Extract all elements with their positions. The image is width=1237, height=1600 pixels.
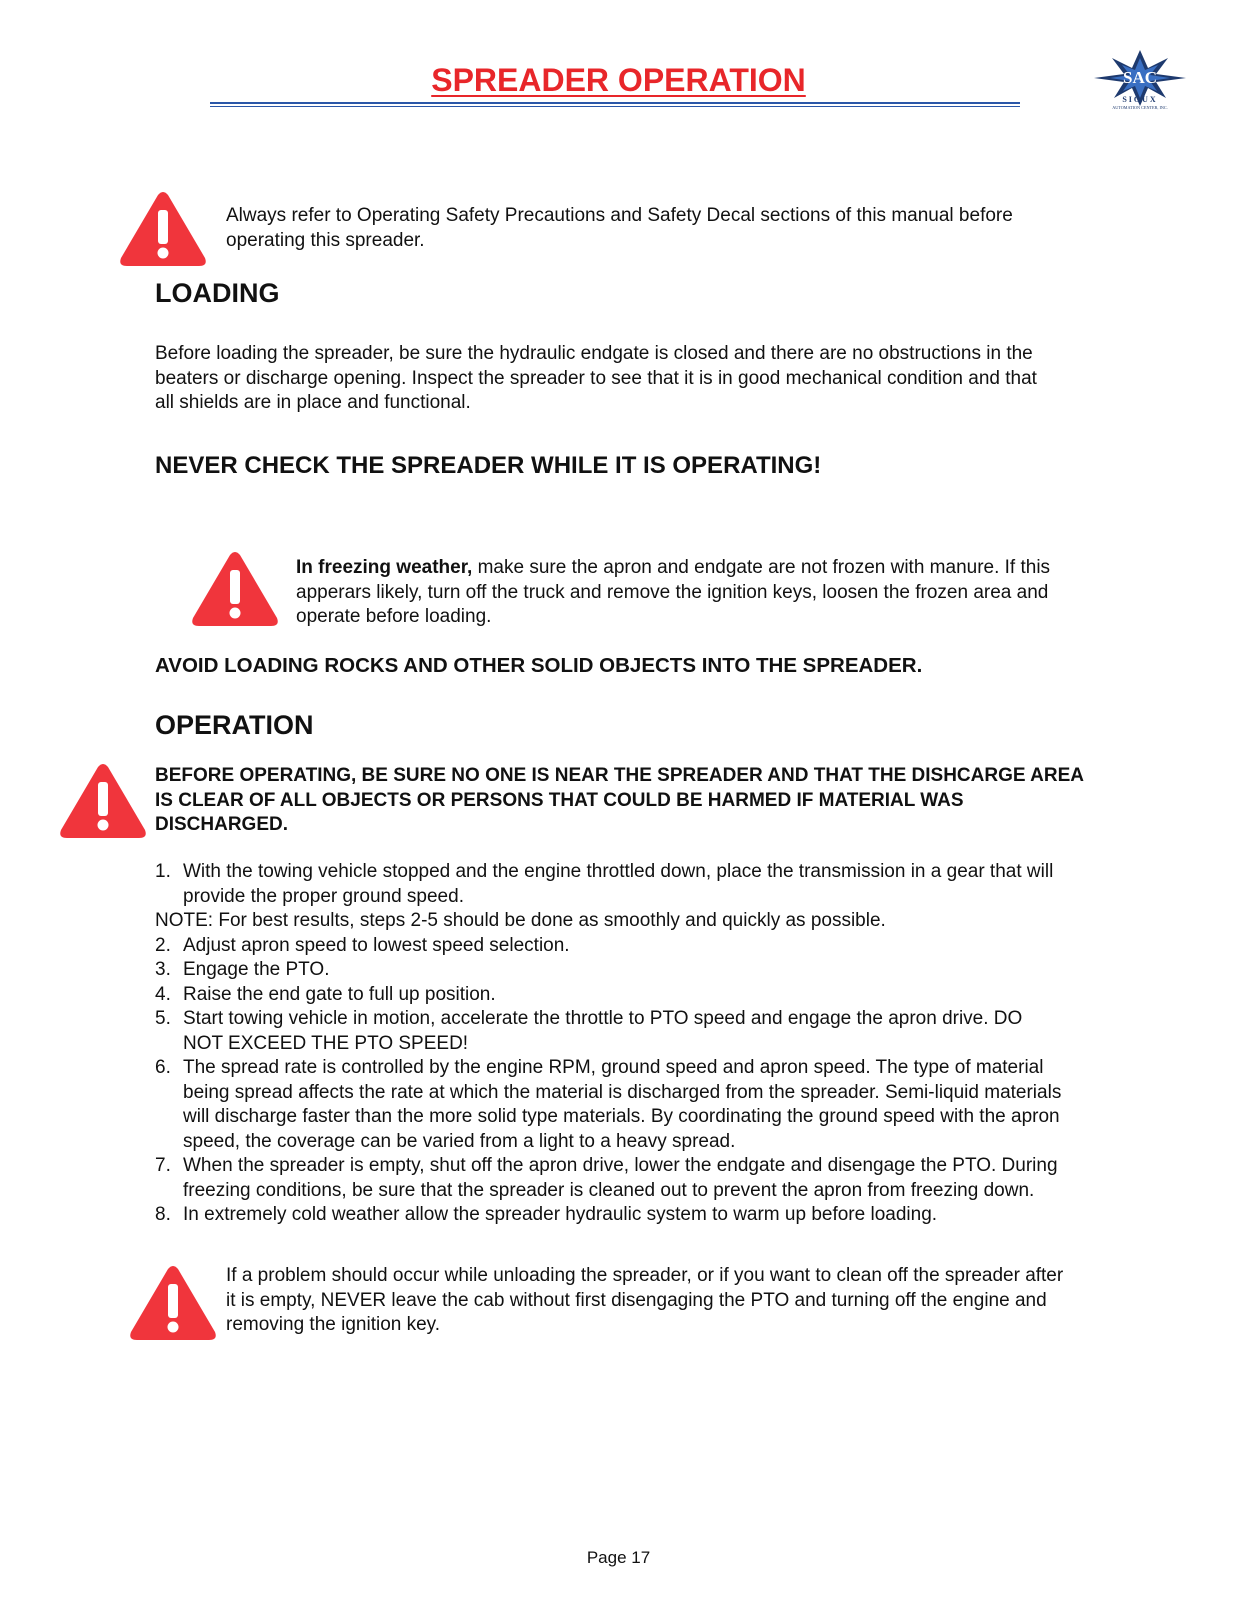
list-item bbox=[155, 1154, 1065, 1203]
list-item bbox=[155, 1007, 1065, 1056]
step-text: In extremely cold weather allow the spreader hydraulic system to warm up before loading. bbox=[183, 1204, 938, 1225]
before-operating-warning: BEFORE OPERATING, BE SURE NO ONE IS NEAR THE SPREADER AND THAT THE DISHCARGE AREA IS CLEAR OF ALL OBJECTS OR PERSONS THAT COULD BE HARMED IF MATERIAL WAS DISCHARGED. bbox=[155, 765, 1084, 835]
warning-triangle-icon bbox=[118, 190, 208, 268]
never-check-warning: NEVER CHECK THE SPREADER WHILE IT IS OPERATING! bbox=[155, 452, 822, 479]
logo-subtext: SIOUX bbox=[1122, 95, 1158, 104]
avoid-rocks-warning: AVOID LOADING ROCKS AND OTHER SOLID OBJECTS INTO THE SPREADER. bbox=[155, 654, 923, 677]
operation-steps bbox=[155, 860, 1065, 1228]
loading-heading: LOADING bbox=[155, 278, 280, 308]
list-item bbox=[155, 1056, 1065, 1154]
step-number: 6. bbox=[155, 1057, 171, 1078]
step-number: 3. bbox=[155, 959, 171, 980]
step-number: 1. bbox=[155, 861, 171, 882]
step-number: 5. bbox=[155, 1008, 171, 1029]
list-item bbox=[155, 958, 1065, 983]
step-number: 2. bbox=[155, 934, 171, 956]
step-text: Adjust apron speed to lowest speed selection. bbox=[183, 934, 570, 956]
freezing-weather-warning bbox=[296, 556, 1066, 630]
loading-paragraph: Before loading the spreader, be sure the hydraulic endgate is closed and there are no obstructions in the beaters or discharge opening. Inspect the spreader to see that it is in good mechanical condition and that all shields are in place and functional. bbox=[155, 343, 1037, 413]
step-number: 4. bbox=[155, 983, 171, 1005]
step-number: 7. bbox=[155, 1155, 171, 1176]
page-number: Page 17 bbox=[586, 1548, 651, 1567]
safety-reference-warning: Always refer to Operating Safety Precautions and Safety Decal sections of this manual before operating this spreader. bbox=[226, 205, 1013, 251]
warning-triangle-icon bbox=[128, 1264, 218, 1342]
step-text: When the spreader is empty, shut off the apron drive, lower the endgate and disengage the PTO. During freezing conditions, be sure that the spreader is cleaned out to prevent the apron from freezing down. bbox=[183, 1155, 1058, 1201]
list-item bbox=[155, 860, 1065, 909]
page-title: SPREADER OPERATION bbox=[431, 62, 806, 98]
freezing-weather-text: make sure the apron and endgate are not frozen with manure. If this apperars likely, turn off the truck and remove the ignition keys, loosen the frozen area and operate before loading. bbox=[296, 557, 1051, 627]
step-text: Raise the end gate to full up position. bbox=[183, 983, 496, 1005]
logo-text: SAC bbox=[1122, 68, 1158, 87]
step-text: Engage the PTO. bbox=[183, 959, 330, 980]
warning-triangle-icon bbox=[58, 762, 148, 840]
logo-tagline: AUTOMATION CENTER, INC. bbox=[1112, 105, 1168, 110]
step-number: 8. bbox=[155, 1204, 171, 1225]
step-text: With the towing vehicle stopped and the engine throttled down, place the transmission in a gear that will provide the proper ground speed. bbox=[183, 861, 1054, 907]
warning-triangle-icon bbox=[190, 550, 280, 628]
unloading-problem-warning: If a problem should occur while unloading the spreader, or if you want to clean off the spreader after it is empty, NEVER leave the cab without first disengaging the PTO and turning off the engine and removing the ignition key. bbox=[226, 1265, 1064, 1335]
freezing-weather-lead: In freezing weather, bbox=[296, 557, 473, 578]
list-item bbox=[155, 983, 1065, 1008]
operation-heading: OPERATION bbox=[155, 710, 314, 740]
step-text: Start towing vehicle in motion, accelerate the throttle to PTO speed and engage the apron drive. DO NOT EXCEED THE PTO SPEED! bbox=[183, 1008, 1023, 1054]
step-text: The spread rate is controlled by the engine RPM, ground speed and apron speed. The type of material being spread affects the rate at which the material is discharged from the spreader. Semi-liquid materials will discharge faster than the more solid type materials. By coordinating the ground speed with the apron speed, the coverage can be varied from a light to a heavy spread. bbox=[183, 1057, 1062, 1152]
steps-note: NOTE: For best results, steps 2-5 should be done as smoothly and quickly as possible. bbox=[155, 910, 886, 931]
company-logo bbox=[1092, 48, 1188, 112]
list-item bbox=[155, 1203, 1065, 1228]
list-item bbox=[155, 934, 1065, 959]
title-underline-rule bbox=[210, 102, 1020, 107]
